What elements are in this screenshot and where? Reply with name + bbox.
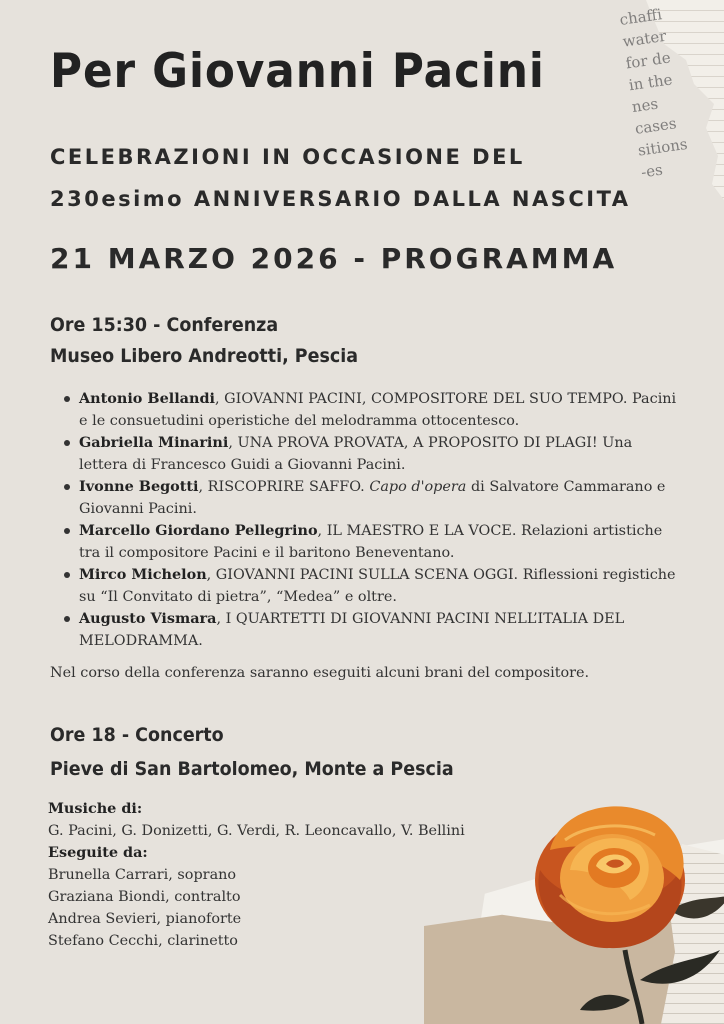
date-heading: 21 MARZO 2026 - PROGRAMMA <box>50 242 618 275</box>
speaker-item <box>62 476 682 520</box>
speaker-list <box>62 388 682 652</box>
speaker-talk-end: di Salvatore Cammarano e Giovanni Pacini. <box>79 479 666 517</box>
speaker-name: Mirco Michelon <box>79 566 207 583</box>
speaker-talk: , IL MAESTRO E LA VOCE. Relazioni artistiche tra il compositore Pacini e il baritono Beneventano. <box>79 523 663 561</box>
speaker-talk: , I QUARTETTI DI GIOVANNI PACINI NELL’ITALIA DEL MELODRAMMA. <box>79 611 625 649</box>
speaker-name: Marcello Giordano Pellegrino <box>79 522 318 539</box>
speaker-name: Antonio Bellandi <box>79 390 215 407</box>
concert-time-heading: Ore 18 - Concerto <box>50 724 224 746</box>
speaker-item <box>62 432 682 476</box>
performers-label: Eseguite da: <box>48 844 148 861</box>
performer-item: Graziana Biondi, contralto <box>48 889 241 905</box>
conference-time-heading: Ore 15:30 - Conferenza <box>50 314 279 336</box>
composers-list: G. Pacini, G. Donizetti, G. Verdi, R. Leoncavallo, V. Bellini <box>48 823 465 839</box>
concert-venue: Pieve di San Bartolomeo, Monte a Pescia <box>50 758 454 780</box>
subtitle-line-2: 230esimo ANNIVERSARIO DALLA NASCITA <box>50 187 631 211</box>
speaker-item <box>62 388 682 432</box>
speaker-name: Gabriella Minarini <box>79 434 229 451</box>
rose-illustration <box>530 800 724 1024</box>
speaker-name: Ivonne Begotti <box>79 478 199 495</box>
speaker-talk: , UNA PROVA PROVATA, A PROPOSITO DI PLAGI! Una lettera di Francesco Guidi a Giovanni Pacini. <box>79 435 633 473</box>
speaker-talk: , GIOVANNI PACINI SULLA SCENA OGGI. Riflessioni registiche su “Il Convitato di pietra”, “Medea” e oltre. <box>79 567 676 605</box>
speaker-item <box>62 520 682 564</box>
performer-item: Brunella Carrari, soprano <box>48 867 237 883</box>
speaker-name: Augusto Vismara <box>79 610 217 627</box>
performer-item: Andrea Sevieri, pianoforte <box>48 911 242 927</box>
performer-item: Stefano Cecchi, clarinetto <box>48 933 238 949</box>
music-label: Musiche di: <box>48 800 143 817</box>
speaker-talk-italic: Capo d'opera <box>369 479 467 495</box>
conference-note: Nel corso della conferenza saranno eseguiti alcuni brani del compositore. <box>50 665 590 681</box>
speaker-item <box>62 608 682 652</box>
speaker-talk: , GIOVANNI PACINI, COMPOSITORE DEL SUO TEMPO. Pacini e le consuetudini operistiche del melodramma ottocentesco. <box>79 391 677 429</box>
concert-details <box>48 798 528 952</box>
speaker-item <box>62 564 682 608</box>
newspaper-fragment-text: chaffi water for de in the nes cases sitions -es <box>618 5 689 182</box>
subtitle-line-1: CELEBRAZIONI IN OCCASIONE DEL <box>50 145 525 169</box>
conference-venue: Museo Libero Andreotti, Pescia <box>50 345 359 367</box>
page-title: Per Giovanni Pacini <box>50 44 545 99</box>
speaker-talk: , RISCOPRIRE SAFFO. <box>198 479 370 495</box>
